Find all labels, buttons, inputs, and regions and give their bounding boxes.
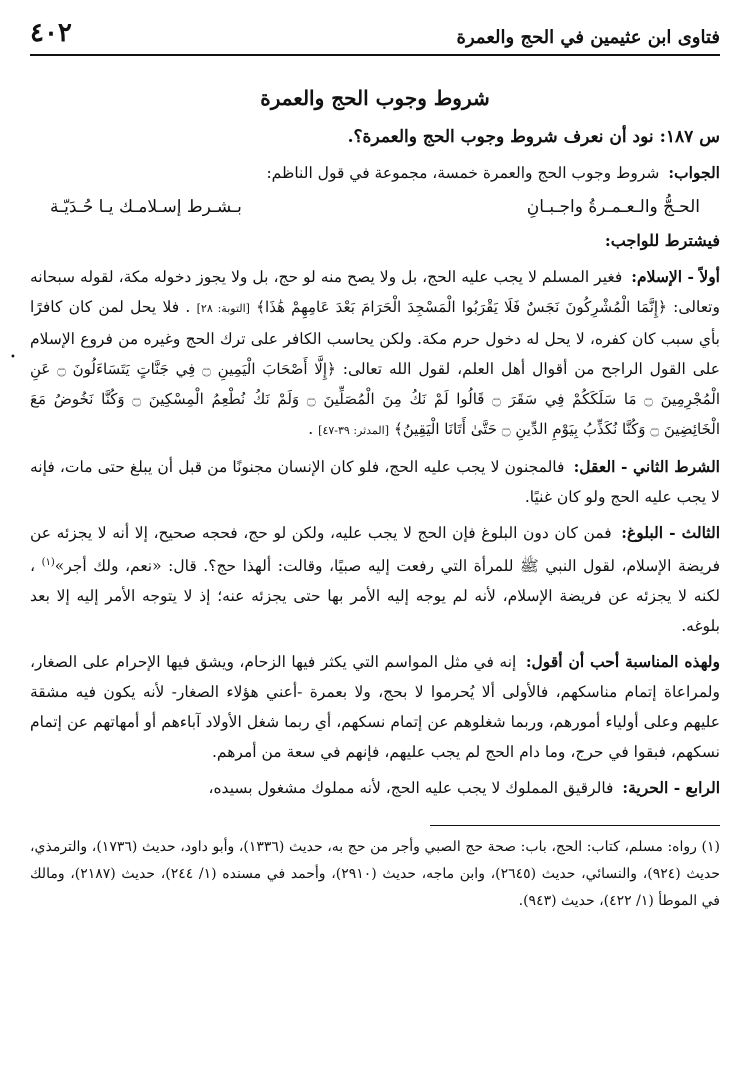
question-text: نود أن نعرف شروط وجوب الحج والعمرة؟. (347, 127, 654, 147)
advice-label: ولهذه المناسبة أحب أن أقول: (525, 652, 721, 672)
condition-text: فالرقيق المملوك لا يجب عليه الحج، لأنه مملوك مشغول بسيده، (208, 779, 614, 798)
page-number: ٤٠٢ (30, 18, 72, 48)
poem-hemistich-2: بـشـرط إسـلامـك يـا حُـدَيّـة (50, 197, 242, 217)
condition-label: الشرط الثاني - العقل: (573, 457, 720, 476)
advice-paragraph (30, 647, 720, 767)
footnote-marker[interactable]: (١) (41, 557, 55, 568)
footnote-divider (430, 825, 720, 826)
condition-freedom (30, 773, 720, 803)
condition-label: الثالث - البلوغ: (621, 523, 720, 542)
margin-dot: • (10, 352, 16, 363)
condition-text: ، لكنه لا يجزئه عن فريضة الإسلام، لأنه لم يوجه إليه الأمر بها حتى يجزئه عنه؛ إذ لا يتوجه الأمر إليه إلا بعد بلوغه. (30, 557, 720, 636)
condition-text: . فلا يحل لمن كان كافرًا بأي سبب كان كفره، لا يحل له دخول حرم مكة. ولكن يحاسب الكافر على ترك الحج وغيره من فروع الإسلام على القول الراجح من أقوال أهل العلم، لقول الله تعالى: (30, 298, 720, 378)
book-page (30, 14, 720, 915)
condition-text: . (308, 420, 314, 438)
sub-heading: فيشترط للواجب: (604, 231, 720, 250)
answer-intro (30, 158, 720, 188)
running-title: فتاوى ابن عثيمين في الحج والعمرة (456, 27, 720, 48)
question (30, 122, 720, 152)
condition-sanity (30, 452, 720, 512)
answer-intro-text: شروط وجوب الحج والعمرة خمسة، مجموعة في قول الناظم: (266, 164, 660, 182)
footnote: (١) رواه: مسلم، كتاب: الحج، باب: صحة حج الصبي وأجر من حج به، حديث (١٣٣٦)، وأبو داود، حديث (١٧٣٦)، والترمذي، حديث (٩٢٤)، والنسائي، حديث (٢٦٤٥)، وابن ماجه، حديث (٢٩١٠)، وأحمد في مسنده (١/ ٢٤٤)، حديث (٢١٨٧)، ومالك في الموطأ (١/ ٤٢٢)، حديث (٩٤٣). (30, 839, 721, 910)
poem-verse (30, 190, 720, 224)
section-title: شروط وجوب الحج والعمرة (260, 86, 490, 110)
condition-text: فمن كان دون البلوغ فإن الحج لا يجب عليه، ولكن لو حج، فحجه صحيح، إلا أنه لا يجزئه عن فريضة الإسلام، لقول النبي ﷺ للمرأة التي رفعت إليه صبيًا، وقالت: ألهذا حج؟. قال: «نعم، ولك أجر» (30, 524, 720, 576)
advice-text: إنه في مثل المواسم التي يكثر فيها الزحام، ويشق فيها الإحرام على الصغار، ولمراعاة إتمام مناسكهم، فالأولى ألا يُحرموا لا بحج، ولا بعمرة -أعني هؤلاء الصغار- لأنه يكون فيه مشقة عليهم وعلى أولياء أمورهم، وربما شغلوهم عن إتمام نسكهم، أي ربما شغل الأولاد آباءهم أو أمهاتهم عن إتمام نسكهم، فبقوا في حرج، وما دام الحج لم يجب عليهم، فإنهم في سعة من أمرهم. (30, 653, 720, 762)
answer-label: الجواب: (668, 163, 720, 182)
page-header (30, 14, 720, 56)
quran-verse: ﴿إِنَّمَا الْمُشْرِكُونَ نَجَسٌ فَلَا يَقْرَبُوا الْمَسْجِدَ الْحَرَامَ بَعْدَ عَامِهِمْ هَٰذَا﴾ (256, 298, 667, 316)
condition-text: فالمجنون لا يجب عليه الحج، فلو كان الإنسان مجنونًا من قبل أن يبلغ حتى مات، فإنه لا يجب عليه الحج ولو كان غنيًا. (30, 458, 720, 506)
condition-label: أولاً - الإسلام: (631, 267, 720, 286)
quran-reference: [المدثر: ٣٩-٤٧] (318, 424, 389, 437)
condition-islam (30, 262, 720, 446)
quran-reference: [التوبة: ٢٨] (196, 302, 250, 315)
condition-text: فغير المسلم لا يجب عليه الحج، بل ولا يصح منه لو حج، بل ولا يجوز دخوله مكة، لقوله سبحانه وتعالى: (30, 268, 720, 316)
condition-puberty (30, 518, 720, 641)
quran-verse: ﴿إِلَّا أَصْحَابَ الْيَمِينِ ۝ فِي جَنَّاتٍ يَتَسَاءَلُونَ ۝ عَنِ الْمُجْرِمِينَ ۝ مَا سَلَكَكُمْ فِي سَقَرَ ۝ قَالُوا لَمْ نَكُ مِنَ الْمُصَلِّينَ ۝ وَلَمْ نَكُ نُطْعِمُ الْمِسْكِينَ ۝ وَكُنَّا نَخُوضُ مَعَ الْخَائِضِينَ ۝ وَكُنَّا نُكَذِّبُ بِيَوْمِ الدِّينِ ۝ حَتَّىٰ أَتَانَا الْيَقِينُ﴾ (30, 360, 721, 438)
question-number: س ١٨٧: (659, 127, 720, 147)
poem-hemistich-1: الحـجُّ والـعـمـرةُ واجـبـانِ (526, 197, 700, 217)
condition-label: الرابع - الحرية: (622, 778, 720, 798)
